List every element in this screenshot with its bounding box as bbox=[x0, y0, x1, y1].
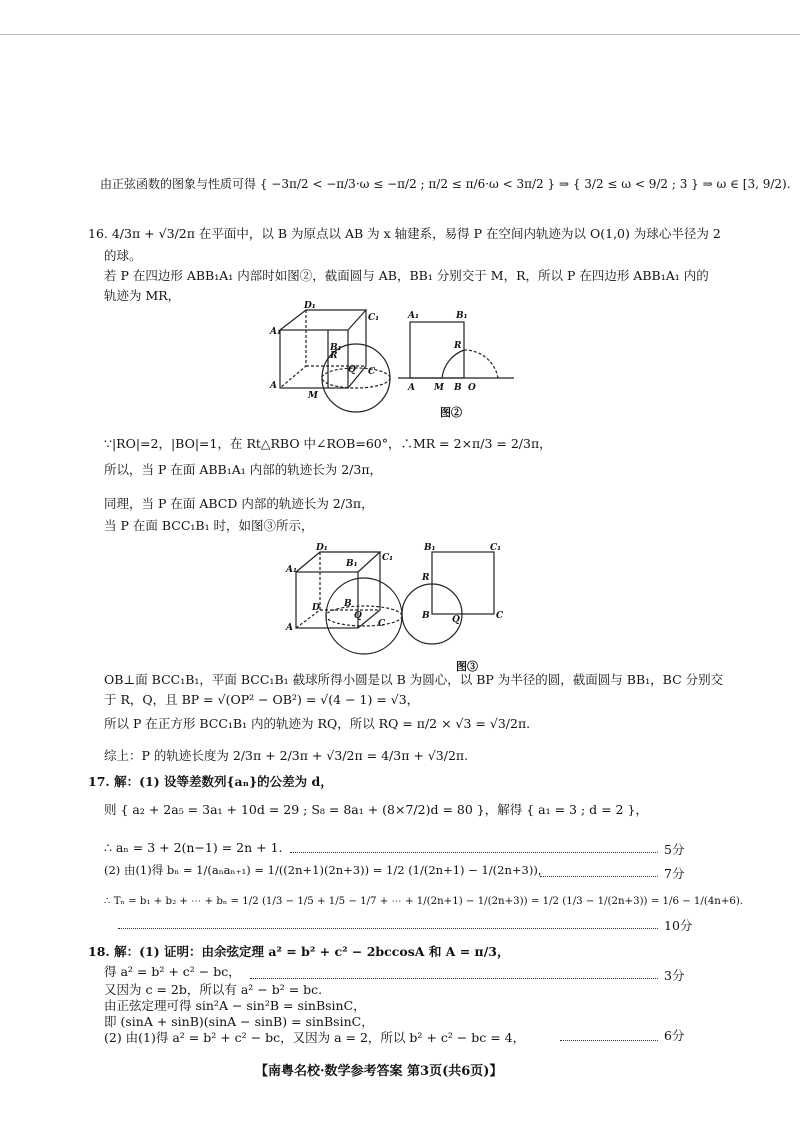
p18-line4: 由正弦定理可得 sin²A − sin²B = sinBsinC， bbox=[104, 998, 366, 1013]
svg-text:C: C bbox=[378, 619, 386, 629]
figure-3 bbox=[284, 540, 524, 668]
p18-leader-1 bbox=[250, 978, 658, 979]
svg-text:D: D bbox=[312, 603, 320, 613]
p18-leader-2 bbox=[560, 1040, 658, 1041]
svg-text:M: M bbox=[308, 391, 318, 401]
p18-score-2: 6分 bbox=[664, 1028, 685, 1043]
svg-text:B₁: B₁ bbox=[346, 559, 358, 569]
p17-line4: (2) 由(1)得 bₙ = 1/(aₙaₙ₊₁) = 1/((2n+1)(2n+3)) = 1/2 (1/(2n+1) − 1/(2n+3))， bbox=[104, 863, 550, 877]
svg-text:D₁: D₁ bbox=[304, 301, 316, 311]
p16-line7: 同理，当 P 在面 ABCD 内部的轨迹长为 2/3π， bbox=[104, 496, 374, 511]
p17-score-2: 7分 bbox=[664, 866, 685, 881]
p16-line10: 于 R，Q，且 BP = √(OP² − OB²) = √(4 − 1) = √3， bbox=[104, 692, 420, 707]
p17-leader-3 bbox=[118, 928, 658, 929]
svg-text:A₁: A₁ bbox=[408, 311, 419, 321]
p17-line1: 17. 解：(1) 设等差数列{aₙ}的公差为 d， bbox=[88, 774, 333, 789]
svg-text:C₁: C₁ bbox=[490, 543, 502, 553]
svg-text:M: M bbox=[434, 383, 444, 393]
p18-line6: (2) 由(1)得 a² = b² + c² − bc，又因为 a = 2，所以 b² + c² − bc = 4， bbox=[104, 1030, 526, 1045]
p16-line5: ∵|RO|=2，|BO|=1，在 Rt△RBO 中∠ROB=60°，∴MR = 2×π/3 = 2/3π， bbox=[104, 436, 552, 451]
svg-text:R: R bbox=[454, 341, 462, 351]
p16-line8: 当 P 在面 BCC₁B₁ 时，如图③所示， bbox=[104, 518, 314, 533]
p15-conclusion: 由正弦函数的图象与性质可得 { −3π/2 < −π/3·ω ≤ −π/2 ; π/2 ≤ π/6·ω < 3π/2 } ⇒ { 3/2 ≤ ω < 9/2 ; 3 } ⇒ ω ∈ [3, 9/2). bbox=[100, 177, 791, 191]
svg-text:C₁: C₁ bbox=[382, 553, 394, 563]
figure-3-caption: 图③ bbox=[456, 660, 478, 673]
p17-line3: ∴ aₙ = 3 + 2(n−1) = 2n + 1. bbox=[104, 840, 283, 855]
svg-text:R: R bbox=[330, 351, 338, 361]
p16-line9: OB⊥面 BCC₁B₁，平面 BCC₁B₁ 截球所得小圆是以 B 为圆心，以 BP 为半径的圆，截面圆与 BB₁，BC 分别交 bbox=[104, 672, 724, 687]
p17-leader-1 bbox=[290, 852, 658, 853]
p17-leader-2 bbox=[540, 876, 658, 877]
p18-score-1: 3分 bbox=[664, 968, 685, 983]
svg-text:C: C bbox=[496, 611, 504, 621]
svg-text:C: C bbox=[368, 367, 376, 377]
svg-text:B₁: B₁ bbox=[456, 311, 468, 321]
p18-line3: 又因为 c = 2b，所以有 a² − b² = bc. bbox=[104, 982, 323, 997]
p16-line12: 综上：P 的轨迹长度为 2/3π + 2/3π + √3/2π = 4/3π + √3/2π. bbox=[104, 748, 469, 763]
page-footer: 【南粤名校·数学参考答案 第3页(共6页)】 bbox=[255, 1064, 503, 1079]
svg-text:Q: Q bbox=[354, 611, 362, 621]
svg-text:D₁: D₁ bbox=[316, 543, 328, 553]
svg-text:A: A bbox=[270, 381, 277, 391]
p16-line2: 的球。 bbox=[104, 248, 142, 263]
p18-line1: 18. 解：(1) 证明：由余弦定理 a² = b² + c² − 2bccosA 和 A = π/3， bbox=[88, 944, 510, 959]
p18-line5: 即 (sinA + sinB)(sinA − sinB) = sinBsinC， bbox=[104, 1014, 374, 1029]
svg-text:A₁: A₁ bbox=[286, 565, 297, 575]
p18-line2: 得 a² = b² + c² − bc， bbox=[104, 964, 241, 979]
p17-line2: 则 { a₂ + 2a₅ = 3a₁ + 10d = 29 ; S₈ = 8a₁ + (8×7/2)d = 80 }，解得 { a₁ = 3 ; d = 2 }， bbox=[104, 802, 648, 817]
svg-text:A₁: A₁ bbox=[270, 327, 281, 337]
svg-text:A: A bbox=[408, 383, 415, 393]
p17-line5: ∴ Tₙ = b₁ + b₂ + ⋯ + bₙ = 1/2 (1/3 − 1/5 + 1/5 − 1/7 + ⋯ + 1/(2n+1) − 1/(2n+3)) = 1/2 (1/3 − 1/(2n+3)) = 1/6 − 1/(4n+6). bbox=[104, 896, 744, 907]
svg-text:B: B bbox=[344, 599, 352, 609]
p16-line11: 所以 P 在正方形 BCC₁B₁ 内的轨迹为 RQ，所以 RQ = π/2 × √3 = √3/2π. bbox=[104, 716, 531, 731]
svg-text:B₁: B₁ bbox=[330, 343, 342, 353]
svg-text:C₁: C₁ bbox=[368, 313, 380, 323]
figure-2 bbox=[268, 300, 528, 420]
p17-score-1: 5分 bbox=[664, 842, 685, 857]
p17-score-3: 10分 bbox=[664, 918, 693, 933]
p16-line1: 16. 4/3π + √3/2π 在平面中，以 B 为原点以 AB 为 x 轴建系，易得 P 在空间内轨迹为以 O(1,0) 为球心半径为 2 bbox=[88, 226, 721, 241]
top-rule bbox=[0, 34, 800, 35]
svg-text:A: A bbox=[286, 623, 293, 633]
svg-text:O: O bbox=[468, 383, 476, 393]
svg-text:B₁: B₁ bbox=[424, 543, 436, 553]
svg-text:B: B bbox=[454, 383, 462, 393]
p16-line3: 若 P 在四边形 ABB₁A₁ 内部时如图②，截面圆与 AB，BB₁ 分别交于 M，R，所以 P 在四边形 ABB₁A₁ 内的 bbox=[104, 268, 709, 283]
svg-text:Q: Q bbox=[348, 365, 356, 375]
svg-text:Q: Q bbox=[452, 615, 460, 625]
svg-text:R: R bbox=[422, 573, 430, 583]
svg-text:B: B bbox=[422, 611, 430, 621]
figure-2-caption: 图② bbox=[440, 406, 462, 419]
p16-line6: 所以，当 P 在面 ABB₁A₁ 内部的轨迹长为 2/3π， bbox=[104, 462, 383, 477]
p16-line4: 轨迹为 MR， bbox=[104, 288, 181, 303]
